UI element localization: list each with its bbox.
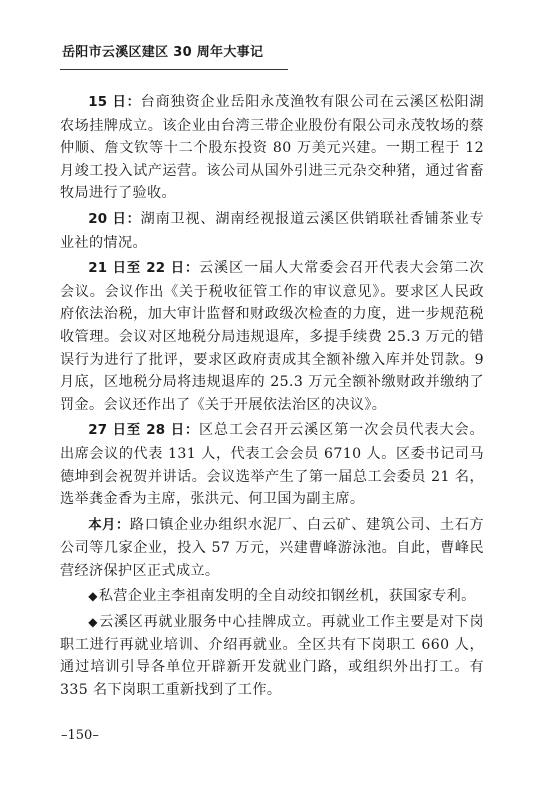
entry-date: 20 日： [88,211,141,227]
diamond-bullet-icon: ◆ [88,615,99,630]
header-rule [60,69,288,70]
entry-paragraph [60,91,484,205]
entry-text: 路口镇企业办组织水泥厂、白云矿、建筑公司、土石方公司等几家企业，投入 57 万元，兴建曹峰游泳池。自此，曹峰民营经济保护区正式成立。 [60,516,484,579]
entry-paragraph [60,257,484,416]
bullet-entry [60,585,484,608]
entry-text: 湖南卫视、湖南经视报道云溪区供销联社香铺茶业专业社的情况。 [60,210,485,251]
entry-date: 27 日至 28 日： [88,423,199,439]
chronicle-body [60,91,484,704]
entry-text: 区总工会召开云溪区第一次会员代表大会。出席会议的代表 131 人，代表工会会员 6710 人。区委书记司马德坤到会祝贺并讲话。会议选举产生了第一届总工会委员 21 名，选举龚金香为主席，张洪元、何卫国为副主席。 [60,422,484,508]
entry-paragraph [60,514,484,583]
entry-paragraph [60,208,484,254]
entry-date: 本月： [88,517,130,533]
entry-text: 台商独资企业岳阳永茂渔牧有限公司在云溪区松阳湖农场挂牌成立。该企业由台湾三带企业股份有限公司永茂牧场的蔡仲顺、詹文钦等十二个股东投资 80 万美元兴建。一期工程于 12 月竣工投入试产运营。该公司从国外引进三元杂交种猪，通过省畜牧局进行了验收。 [60,94,485,202]
entry-date: 21 日至 22 日： [88,261,199,277]
page-number: –150– [61,728,99,743]
entry-paragraph [60,419,484,510]
entry-text: 私营企业主李祖南发明的全自动绞扣钢丝机，获国家专利。 [98,588,476,605]
bullet-entry [60,611,484,701]
running-header: 岳阳市云溪区建区 30 周年大事记 [62,45,264,60]
entry-text: 云溪区一届人大常委会召开代表大会第二次会议。会议作出《关于税收征管工作的审议意见》。要求区人民政府依法治税，加大审计监督和财政级次检查的力度，进一步规范税收管理。会议对区地税分局违规退库，多提手续费 25.3 万元的错误行为进行了批评，要求区政府责成其全额补缴入库并处罚款。9 月底，区地税分局将违规退库的 25.3 万元全额补缴财政并缴纳了罚金。会议还作出了《关于开展依法治区的决议》。 [60,260,484,413]
entry-text: 云溪区再就业服务中心挂牌成立。再就业工作主要是对下岗职工进行再就业培训、介绍再就业。全区共有下岗职工 660 人，通过培训引导各单位开辟新开发就业门路，或组织外出打工。有 335 名下岗职工重新找到了工作。 [60,614,484,698]
diamond-bullet-icon: ◆ [88,589,98,604]
entry-date: 15 日： [88,95,141,110]
